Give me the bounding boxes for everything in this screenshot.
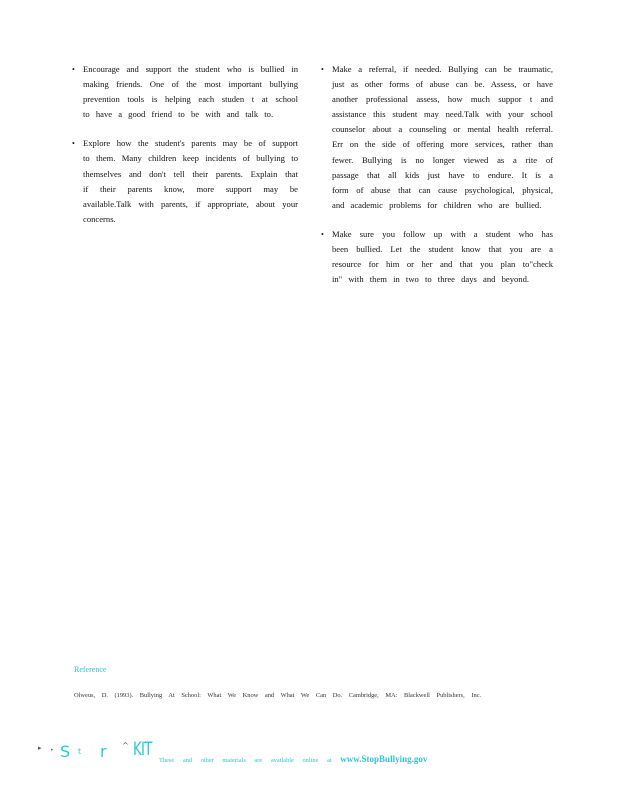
left-column: [72, 62, 298, 241]
footer-logo-letter: r: [100, 742, 107, 761]
footer-availability: [159, 754, 427, 764]
footer-arrow-icon: ▸: [38, 744, 42, 752]
footer-availability-text: These and other materials are available online at: [159, 757, 332, 764]
bullet-icon: •: [321, 65, 324, 74]
bullet-text: Encourage and support the student who is bullied in making friends. One of the most important bullying prevention tools is helping each studen t at school to have a good friend to be with and talk to.: [83, 64, 298, 120]
footer: [38, 738, 598, 778]
footer-logo-letter: t: [78, 747, 82, 756]
bullet-icon: •: [72, 65, 75, 74]
bullet-icon: •: [321, 229, 324, 239]
bullet-item: [72, 136, 298, 227]
reference-citation: Olweus, D. (1993). Bullying At School: What We Know and What We Can Do. Cambridge, MA: Blackwell Publishers, Inc.: [74, 692, 482, 699]
footer-logo-letter: S: [60, 742, 71, 761]
right-column: [321, 62, 553, 301]
footer-kit-logo: KIT: [133, 738, 152, 760]
bullet-item: [321, 227, 553, 287]
bullet-icon: •: [72, 139, 75, 149]
bullet-text: Make sure you follow up with a student who has been bullied. Let the student know that you are a resource for him or her and that you plan to"check in" with them in two to three days and beyond.: [332, 228, 553, 285]
footer-dot-icon: •: [50, 747, 54, 754]
footer-caret-icon: ^: [122, 741, 129, 750]
bullet-text: Make a referral, if needed. Bullying can be traumatic, just as other forms of abuse can be. Assess, or have another professional assess, how much suppor t and assistance this student may need.Talk with your school counselor about a counseling or mental health referral. Err on the side of offering more services, rather than fewer. Bullying is no longer viewed as a rite of passage that all kids just have to endure. It is a form of abuse that can cause psychological, physical, and academic problems for children who are bullied.: [332, 64, 553, 210]
bullet-item: [321, 62, 553, 213]
reference-heading: Reference: [74, 665, 107, 674]
bullet-text: Explore how the student's parents may be of support to them. Many children keep incidents of bullying to themselves and don't tell their parents. Explain that if their parents know, more support may be available.Talk with parents, if appropriate, about your concerns.: [83, 138, 298, 224]
footer-url-link[interactable]: www.StopBullying.gov: [340, 754, 428, 764]
bullet-item: [72, 62, 298, 122]
